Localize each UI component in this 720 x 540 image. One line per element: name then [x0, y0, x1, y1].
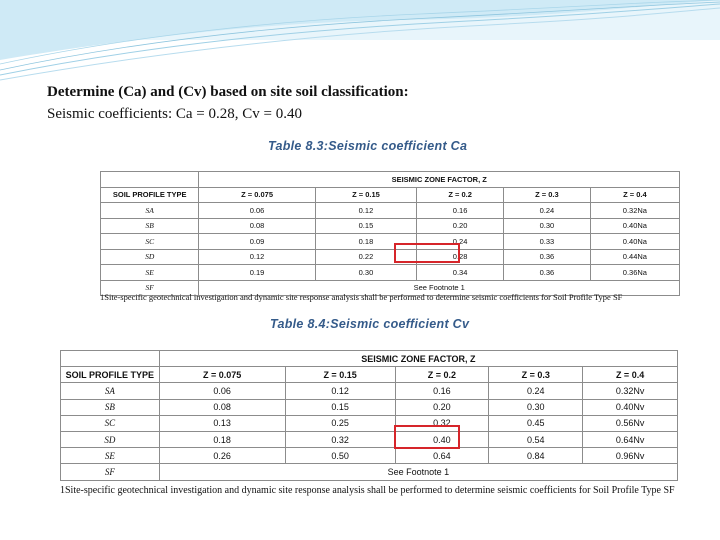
soil-type: SD — [101, 249, 199, 265]
cell: 0.13 — [159, 415, 285, 431]
highlight-box-ca — [394, 243, 460, 263]
table-row — [101, 265, 680, 281]
table-ca-title: Table 8.3:Seismic coefficient Ca — [268, 139, 468, 153]
cell: 0.19 — [199, 265, 315, 281]
soil-type: SA — [101, 203, 199, 219]
cell: 0.09 — [199, 234, 315, 250]
table-row — [101, 249, 680, 265]
cell: 0.50 — [285, 448, 395, 464]
table-row — [61, 399, 678, 415]
table-row — [61, 448, 678, 464]
soil-type: SF — [61, 464, 160, 480]
soil-type: SA — [61, 383, 160, 399]
cell: 0.40Nv — [583, 399, 678, 415]
cell-highlighted: 0.28 — [417, 249, 504, 265]
cell: 0.24 — [417, 234, 504, 250]
cell: 0.16 — [395, 383, 489, 399]
heading-coefficients: Seismic coefficients: Ca = 0.28, Cv = 0.40 — [47, 106, 302, 122]
soil-type: SC — [61, 415, 160, 431]
cell: 0.64Nv — [583, 431, 678, 447]
table-header-row — [101, 172, 680, 188]
cell: 0.32 — [285, 431, 395, 447]
cell: 0.45 — [489, 415, 583, 431]
cell: 0.08 — [199, 218, 315, 234]
cell: 0.32Na — [590, 203, 679, 219]
highlight-box-cv — [394, 425, 460, 449]
soil-type: SF — [101, 280, 199, 296]
cell: 0.25 — [285, 415, 395, 431]
group-header: SEISMIC ZONE FACTOR, Z — [159, 351, 677, 367]
table-row — [61, 464, 678, 480]
column-header: Z = 0.3 — [504, 187, 591, 203]
cell: 0.22 — [315, 249, 417, 265]
row-header: SOIL PROFILE TYPE — [61, 367, 160, 383]
row-header: SOIL PROFILE TYPE — [101, 187, 199, 203]
cell: 0.54 — [489, 431, 583, 447]
cell: 0.06 — [199, 203, 315, 219]
footnote-ref: See Footnote 1 — [199, 280, 680, 296]
column-header: Z = 0.15 — [315, 187, 417, 203]
cell: 0.12 — [285, 383, 395, 399]
table-row — [61, 383, 678, 399]
cell: 0.15 — [315, 218, 417, 234]
soil-type: SC — [101, 234, 199, 250]
cell: 0.96Nv — [583, 448, 678, 464]
cell: 0.32Nv — [583, 383, 678, 399]
cell: 0.12 — [199, 249, 315, 265]
table-ca — [100, 171, 680, 296]
cell: 0.12 — [315, 203, 417, 219]
cell: 0.18 — [159, 431, 285, 447]
column-header: Z = 0.2 — [395, 367, 489, 383]
cell-highlighted: 0.40 — [395, 431, 489, 447]
cell: 0.26 — [159, 448, 285, 464]
soil-type: SB — [101, 218, 199, 234]
table-header-row — [101, 187, 680, 203]
cell: 0.15 — [285, 399, 395, 415]
cell: 0.24 — [489, 383, 583, 399]
table-cv-footnote: 1Site-specific geotechnical investigation and dynamic site response analysis shall be performed to determine seismic coefficients for Soil Profile Type SF — [60, 485, 675, 496]
column-header: Z = 0.2 — [417, 187, 504, 203]
table-row — [101, 234, 680, 250]
cell: 0.20 — [395, 399, 489, 415]
footnote-ref: See Footnote 1 — [159, 464, 677, 480]
table-cv-title: Table 8.4:Seismic coefficient Cv — [270, 317, 470, 331]
cell: 0.40Na — [590, 234, 679, 250]
cell: 0.40Na — [590, 218, 679, 234]
table-row — [61, 431, 678, 447]
cell: 0.84 — [489, 448, 583, 464]
cell: 0.30 — [504, 218, 591, 234]
cell: 0.20 — [417, 218, 504, 234]
cell: 0.08 — [159, 399, 285, 415]
table-row — [101, 203, 680, 219]
wave-decoration — [0, 0, 720, 90]
cell: 0.30 — [315, 265, 417, 281]
table-cv — [60, 350, 678, 481]
column-header: Z = 0.4 — [590, 187, 679, 203]
table-header-row — [61, 351, 678, 367]
column-header: Z = 0.075 — [199, 187, 315, 203]
empty-corner-cell — [61, 351, 160, 367]
cell: 0.16 — [417, 203, 504, 219]
soil-type: SE — [61, 448, 160, 464]
cell: 0.36 — [504, 249, 591, 265]
table-header-row — [61, 367, 678, 383]
cell: 0.32 — [395, 415, 489, 431]
group-header: SEISMIC ZONE FACTOR, Z — [199, 172, 680, 188]
cell: 0.56Nv — [583, 415, 678, 431]
cell: 0.30 — [489, 399, 583, 415]
soil-type: SB — [61, 399, 160, 415]
column-header: Z = 0.15 — [285, 367, 395, 383]
cell: 0.36Na — [590, 265, 679, 281]
cell: 0.18 — [315, 234, 417, 250]
empty-corner-cell — [101, 172, 199, 188]
cell: 0.33 — [504, 234, 591, 250]
heading-title: Determine (Ca) and (Cv) based on site soil classification: — [47, 84, 409, 100]
table-row — [61, 415, 678, 431]
column-header: Z = 0.4 — [583, 367, 678, 383]
table-row — [101, 218, 680, 234]
cell: 0.36 — [504, 265, 591, 281]
table-ca-footnote: 1Site-specific geotechnical investigation and dynamic site response analysis shall be performed to determine seismic coefficients for Soil Profile Type SF — [100, 292, 623, 302]
column-header: Z = 0.3 — [489, 367, 583, 383]
soil-type: SE — [101, 265, 199, 281]
column-header: Z = 0.075 — [159, 367, 285, 383]
cell: 0.34 — [417, 265, 504, 281]
cell: 0.44Na — [590, 249, 679, 265]
cell: 0.24 — [504, 203, 591, 219]
cell: 0.64 — [395, 448, 489, 464]
cell: 0.06 — [159, 383, 285, 399]
soil-type: SD — [61, 431, 160, 447]
